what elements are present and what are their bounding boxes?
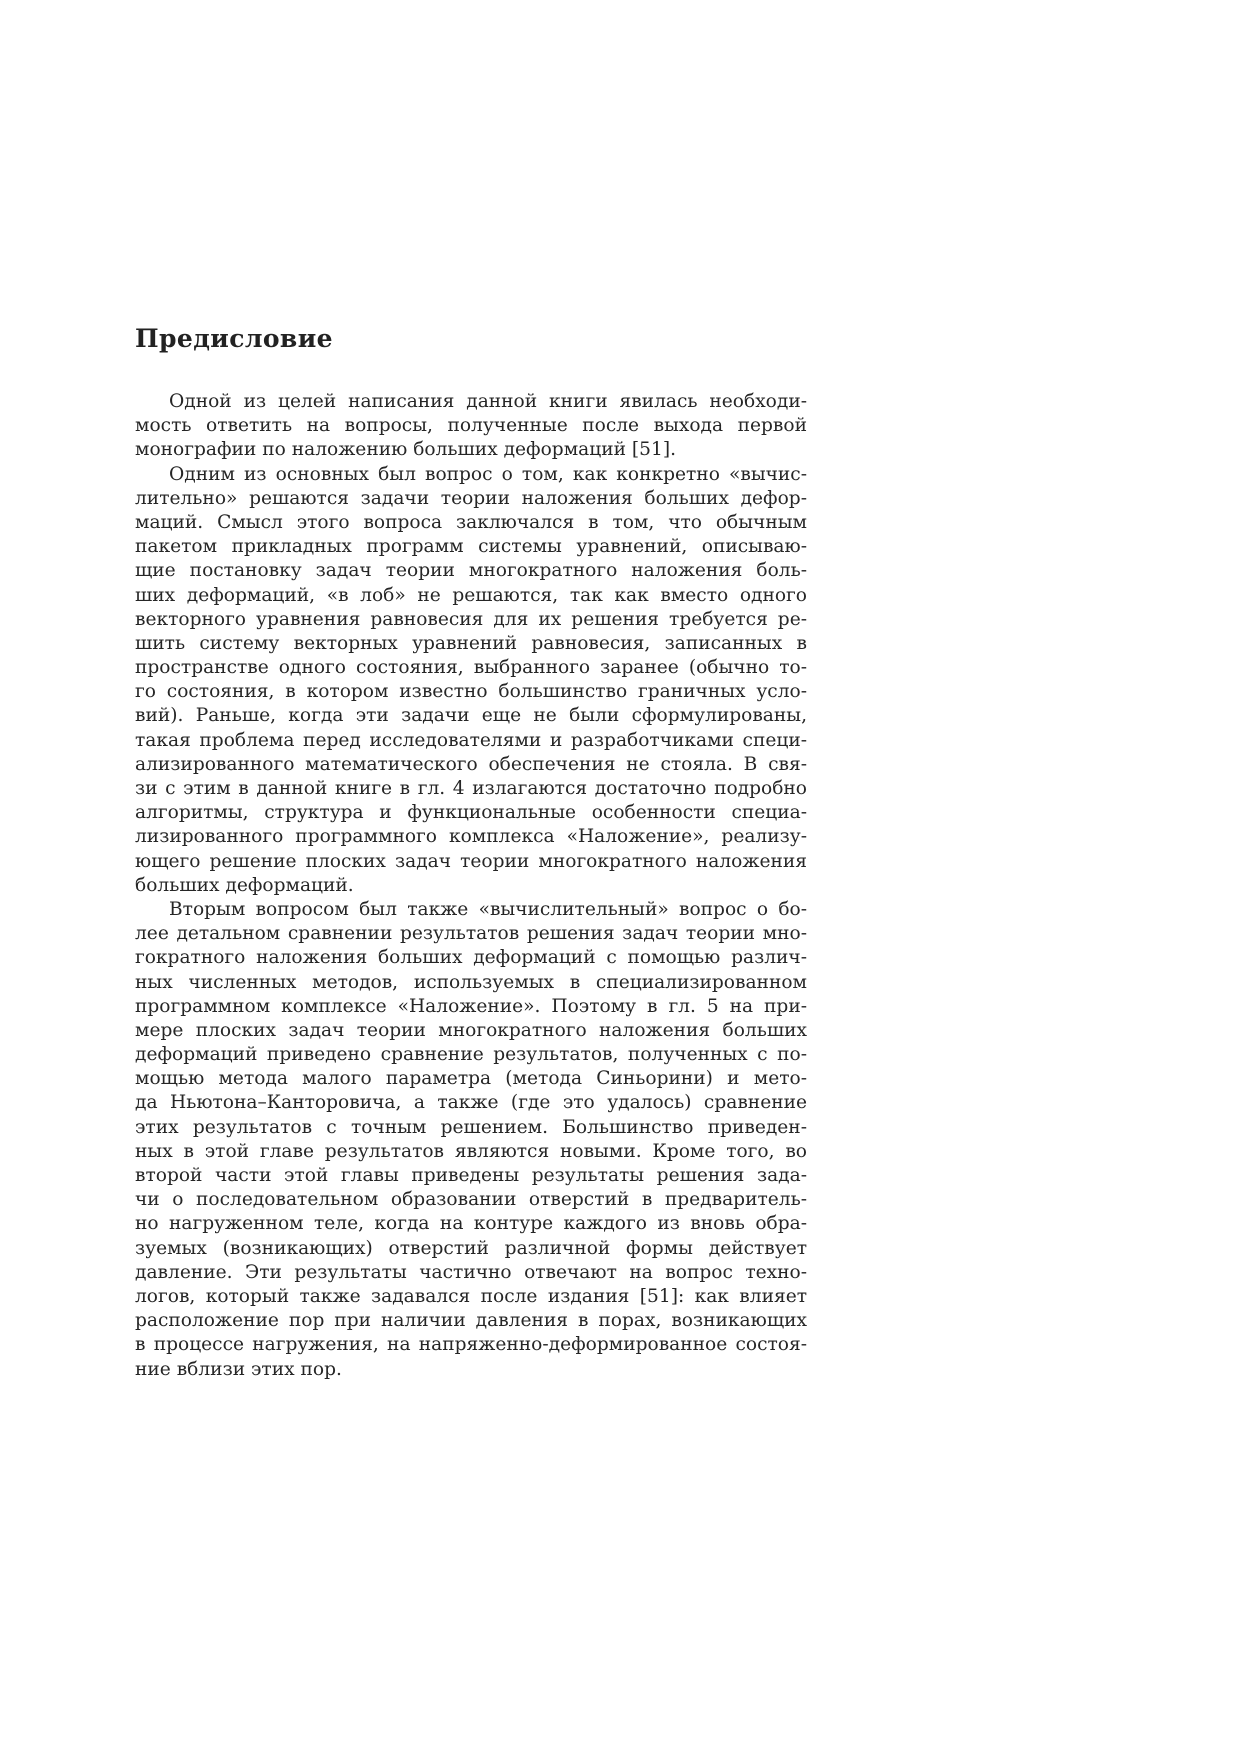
- text-line: маций. Смысл этого вопроса заключался в том, что обычным: [135, 511, 807, 533]
- text-line: пакетом прикладных программ системы уравнений, описываю-: [135, 536, 807, 558]
- text-line: второй части этой главы приведены результаты решения зада-: [135, 1165, 807, 1186]
- text-line: Одной из целей написания данной книги явилась необходи-: [169, 391, 807, 412]
- text-line: вий). Раньше, когда эти задачи еще не были сформулированы,: [135, 705, 807, 727]
- text-line: зуемых (возникающих) отверстий различной формы действует: [135, 1237, 807, 1259]
- text-line: лее детальном сравнении результатов решения задач теории мно-: [135, 923, 807, 945]
- text-line: чи о последовательном образовании отверстий в предваритель-: [135, 1189, 807, 1211]
- text-line: давление. Эти результаты частично отвечают на вопрос техно-: [135, 1261, 807, 1283]
- text-line: монографии по наложению больших деформаций [51].: [135, 439, 676, 461]
- text-line: программном комплексе «Наложение». Поэтому в гл. 5 на при-: [135, 995, 807, 1017]
- text-line: шить систему векторных уравнений равновесия, записанных в: [135, 632, 807, 654]
- text-line: векторного уравнения равновесия для их решения требуется ре-: [135, 608, 807, 630]
- body-text: [135, 390, 807, 1382]
- paragraph-2: [135, 463, 807, 898]
- text-line: но нагруженном теле, когда на контуре каждого из вновь обра-: [135, 1213, 807, 1235]
- text-line: ющего решение плоских задач теории многократного наложения: [135, 850, 807, 872]
- text-line: мере плоских задач теории многократного наложения больших: [135, 1019, 807, 1041]
- text-line: мощью метода малого параметра (метода Синьорини) и мето-: [135, 1068, 807, 1090]
- text-line: ших деформаций, «в лоб» не решаются, так как вместо одного: [135, 584, 807, 606]
- text-line: Вторым вопросом был также «вычислительный» вопрос о бо-: [169, 898, 807, 920]
- text-line: ных в этой главе результатов являются новыми. Кроме того, во: [135, 1140, 807, 1162]
- text-line: Одним из основных был вопрос о том, как конкретно «вычис-: [169, 463, 807, 485]
- text-line: лизированного программного комплекса «Наложение», реализу-: [135, 826, 807, 848]
- text-line: ние вблизи этих пор.: [135, 1358, 342, 1380]
- text-line: больших деформаций.: [135, 874, 354, 896]
- text-line: такая проблема перед исследователями и разработчиками специ-: [135, 729, 807, 751]
- text-line: го состояния, в котором известно большинство граничных усло-: [135, 681, 807, 703]
- text-line: этих результатов с точным решением. Большинство приведен-: [135, 1116, 807, 1138]
- text-line: зи с этим в данной книге в гл. 4 излагаются достаточно подробно: [135, 778, 807, 799]
- text-line: логов, который также задавался после издания [51]: как влияет: [135, 1285, 807, 1307]
- text-line: ализированного математического обеспечения не стояла. В свя-: [135, 753, 807, 775]
- text-line: гократного наложения больших деформаций с помощью различ-: [135, 947, 807, 969]
- text-line: пространстве одного состояния, выбранного заранее (обычно то-: [135, 657, 807, 679]
- text-line: в процессе нагружения, на напряженно-деформированное состоя-: [135, 1334, 807, 1356]
- text-line: алгоритмы, структура и функциональные особенности специа-: [135, 802, 807, 824]
- text-line: лительно» решаются задачи теории наложения больших дефор-: [135, 487, 807, 509]
- text-line: ных численных методов, используемых в специализированном: [135, 971, 807, 993]
- paragraph-1: [135, 390, 807, 463]
- text-line: деформаций приведено сравнение результатов, полученных с по-: [135, 1044, 807, 1066]
- paragraph-3: [135, 898, 807, 1382]
- text-line: да Ньютона–Канторовича, а также (где это удалось) сравнение: [135, 1092, 807, 1114]
- text-line: расположение пор при наличии давления в порах, возникающих: [135, 1310, 807, 1332]
- text-line: щие постановку задач теории многократного наложения боль-: [135, 560, 807, 582]
- page-title: Предисловие: [135, 324, 333, 353]
- text-line: мость ответить на вопросы, полученные после выхода первой: [135, 415, 807, 437]
